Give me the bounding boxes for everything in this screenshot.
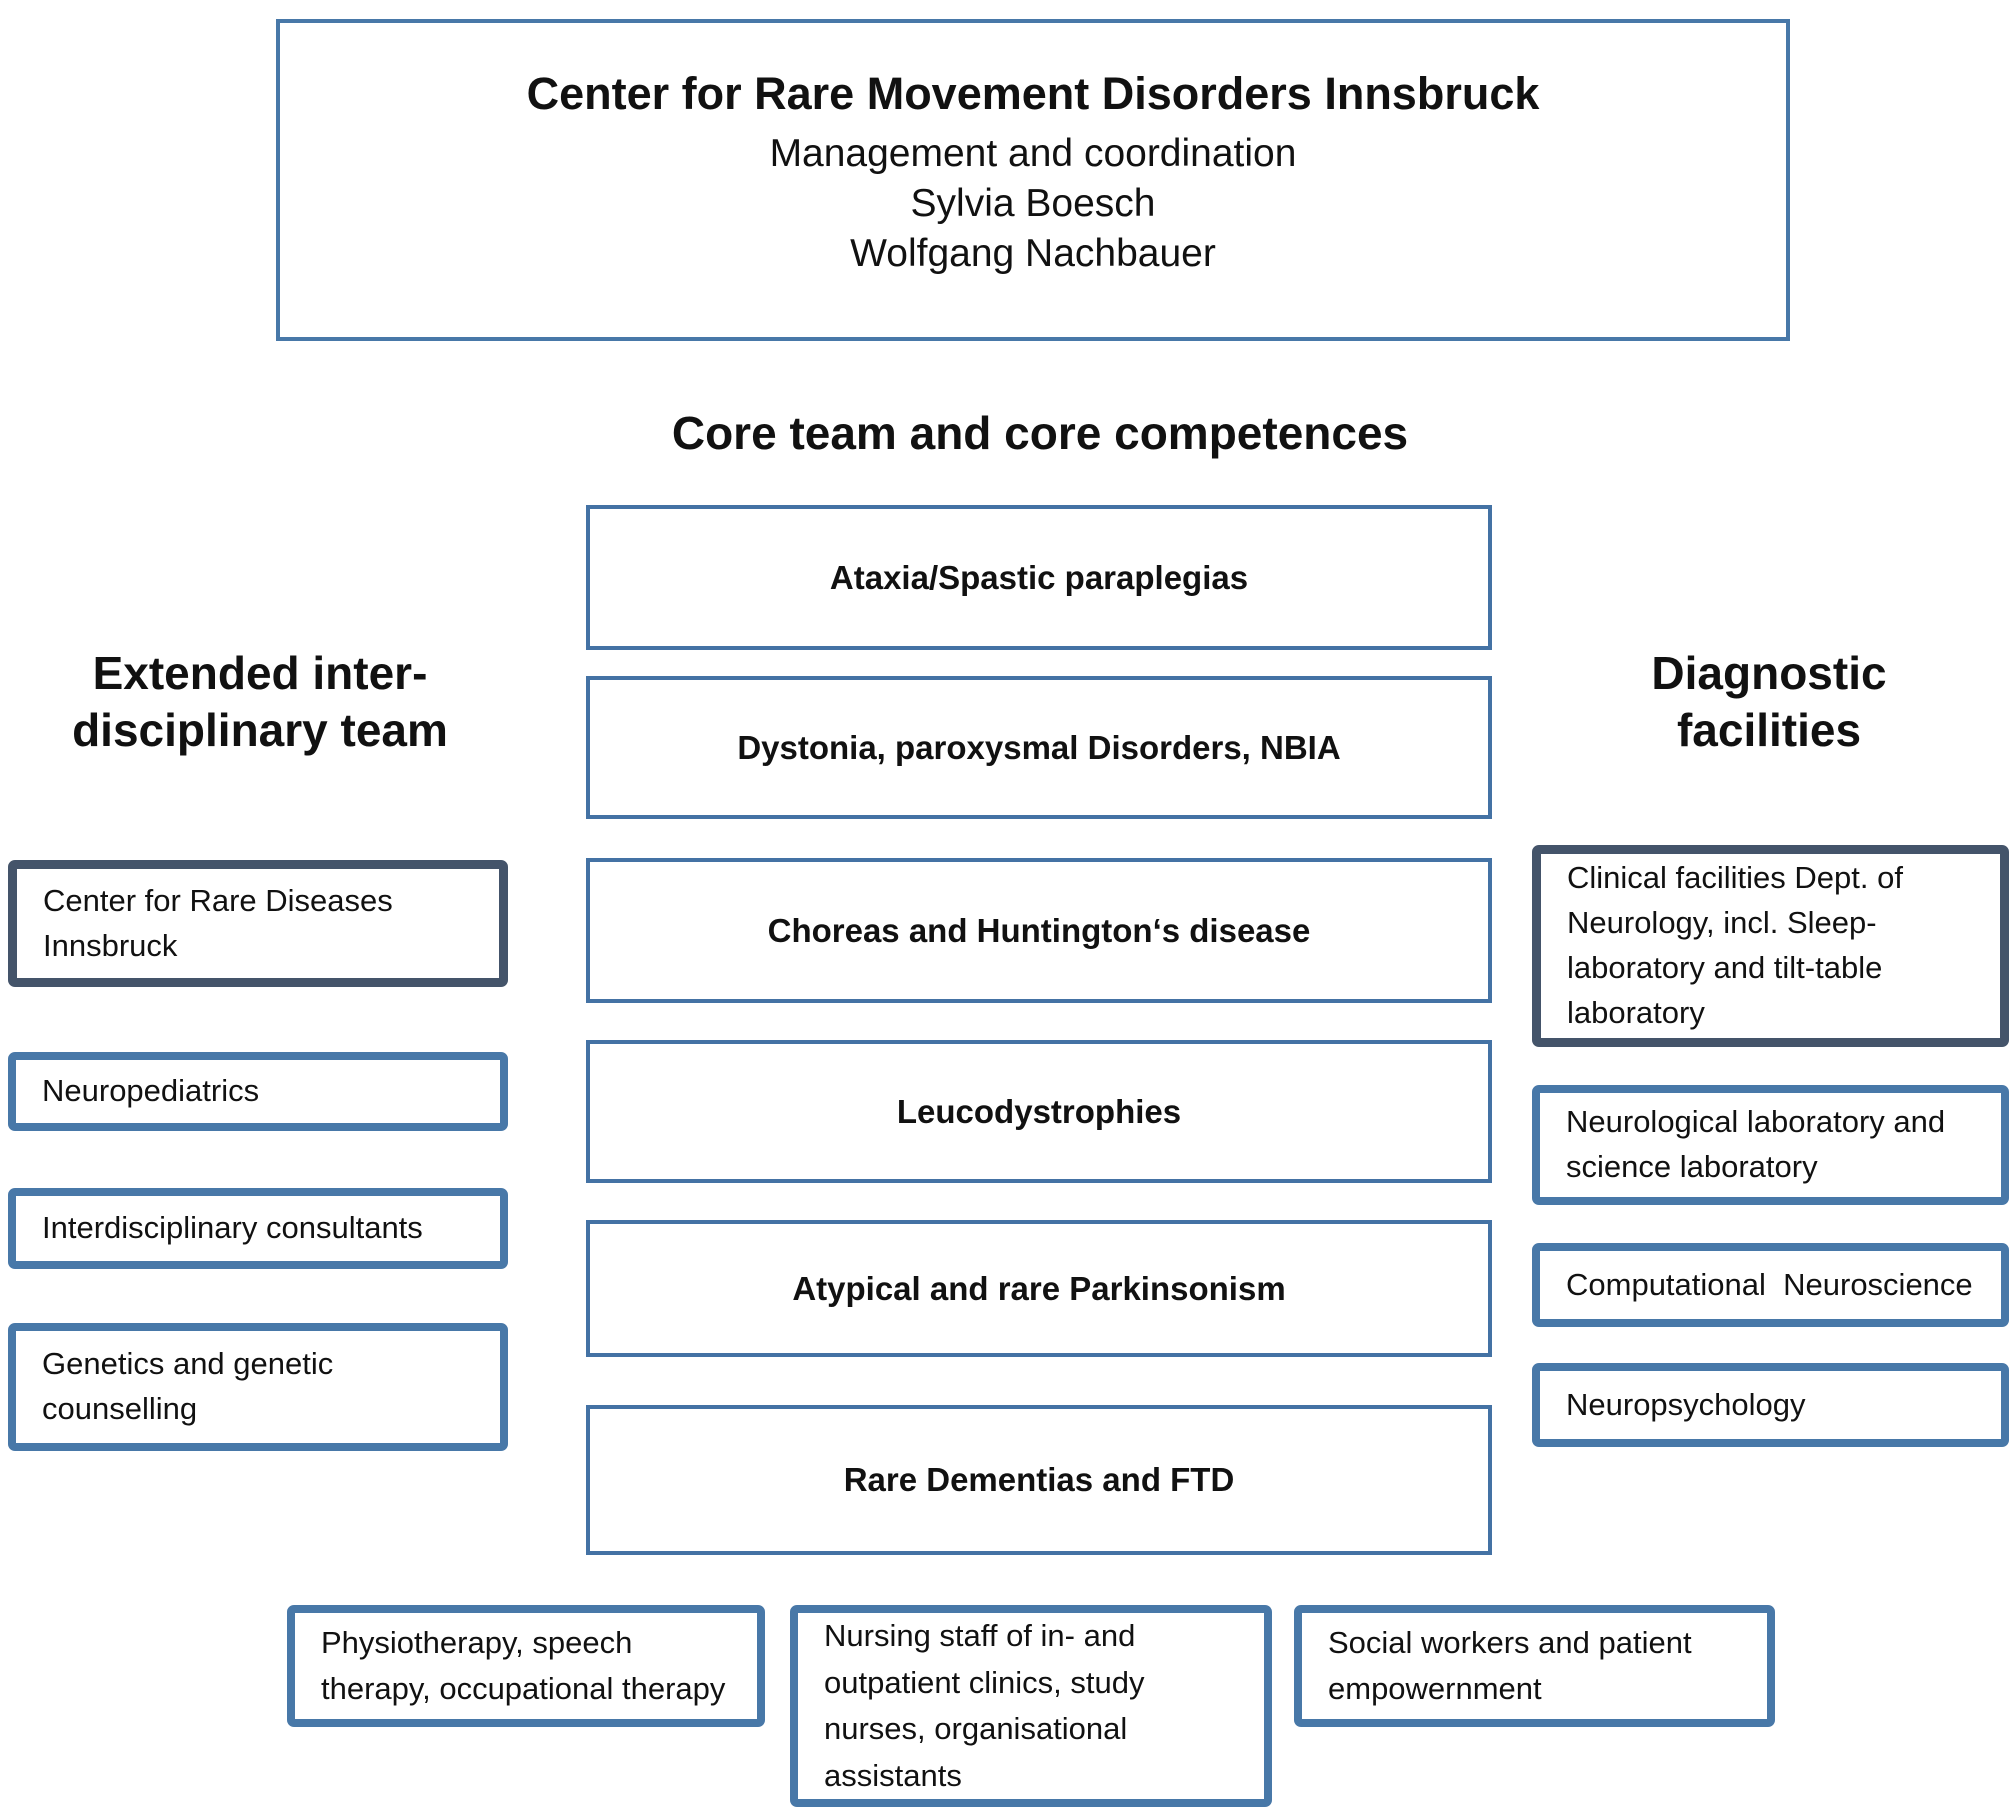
box-neurological-science-laboratory: [1532, 1085, 2009, 1205]
box-neuropediatrics: [8, 1052, 508, 1131]
box-rare-dementias-ftd: [586, 1405, 1492, 1555]
box-label: Interdisciplinary consultants: [42, 1210, 423, 1246]
core-team-heading: Core team and core competences: [671, 407, 1409, 459]
left-column-heading: [10, 645, 510, 759]
box-label: Neuropsychology: [1566, 1386, 1806, 1422]
person-name-1: Sylvia Boesch: [910, 181, 1156, 225]
right-heading-line-2: facilities: [1676, 704, 1862, 757]
box-clinical-facilities-neurology: [1532, 845, 2009, 1047]
right-column-heading: [1528, 645, 2010, 759]
box-label: Leucodystrophies: [896, 1092, 1182, 1130]
box-label: Atypical and rare Parkinsonism: [792, 1269, 1286, 1307]
box-center-rare-diseases-innsbruck: [8, 860, 508, 987]
box-label: Rare Dementias and FTD: [843, 1461, 1235, 1498]
box-label: Center for Rare Diseases Innsbruck: [43, 882, 402, 963]
box-label: Choreas and Huntington‘s disease: [767, 911, 1311, 949]
box-label: Dystonia, paroxysmal Disorders, NBIA: [737, 728, 1341, 766]
left-heading-line-1: Extended inter-: [92, 647, 428, 699]
org-subtitle: Management and coordination: [769, 132, 1297, 175]
box-physiotherapy-speech-occupational: [287, 1605, 765, 1727]
box-dystonia-paroxysmal-nbia: [586, 676, 1492, 819]
box-label: Neuropediatrics: [42, 1073, 260, 1109]
box-atypical-rare-parkinsonism: [586, 1220, 1492, 1357]
box-label: Physiotherapy, speech therapy, occupational therapy: [321, 1624, 726, 1706]
left-heading-line-2: disciplinary team: [72, 704, 448, 757]
box-ataxia-spastic-paraplegias: [586, 505, 1492, 650]
box-label: Genetics and genetic counselling: [42, 1346, 342, 1426]
box-neuropsychology: [1532, 1363, 2009, 1447]
box-label: Neurological laboratory and science laboratory: [1566, 1104, 1954, 1184]
box-interdisciplinary-consultants: [8, 1188, 508, 1269]
box-genetics-counselling: [8, 1323, 508, 1451]
box-computational-neuroscience: [1532, 1243, 2009, 1327]
right-heading-line-1: Diagnostic: [1651, 647, 1887, 699]
box-choreas-huntingtons: [586, 858, 1492, 1003]
person-name-2: Wolfgang Nachbauer: [850, 231, 1216, 275]
header-box: [276, 19, 1790, 341]
box-label: Ataxia/Spastic paraplegias: [829, 558, 1249, 596]
box-label: Social workers and patient empowernment: [1328, 1624, 1701, 1706]
box-social-workers-patient-empowernment: [1294, 1605, 1775, 1727]
box-leucodystrophies: [586, 1040, 1492, 1183]
box-label: Computational Neuroscience: [1566, 1266, 1973, 1302]
box-label: Nursing staff of in- and outpatient clinics, study nurses, organisational assistants: [824, 1618, 1154, 1793]
box-nursing-staff: [790, 1605, 1272, 1807]
box-label: Clinical facilities Dept. of Neurology, incl. Sleep-laboratory and tilt-table laboratory: [1567, 860, 1912, 1030]
org-title: Center for Rare Movement Disorders Innsbruck: [526, 68, 1540, 119]
